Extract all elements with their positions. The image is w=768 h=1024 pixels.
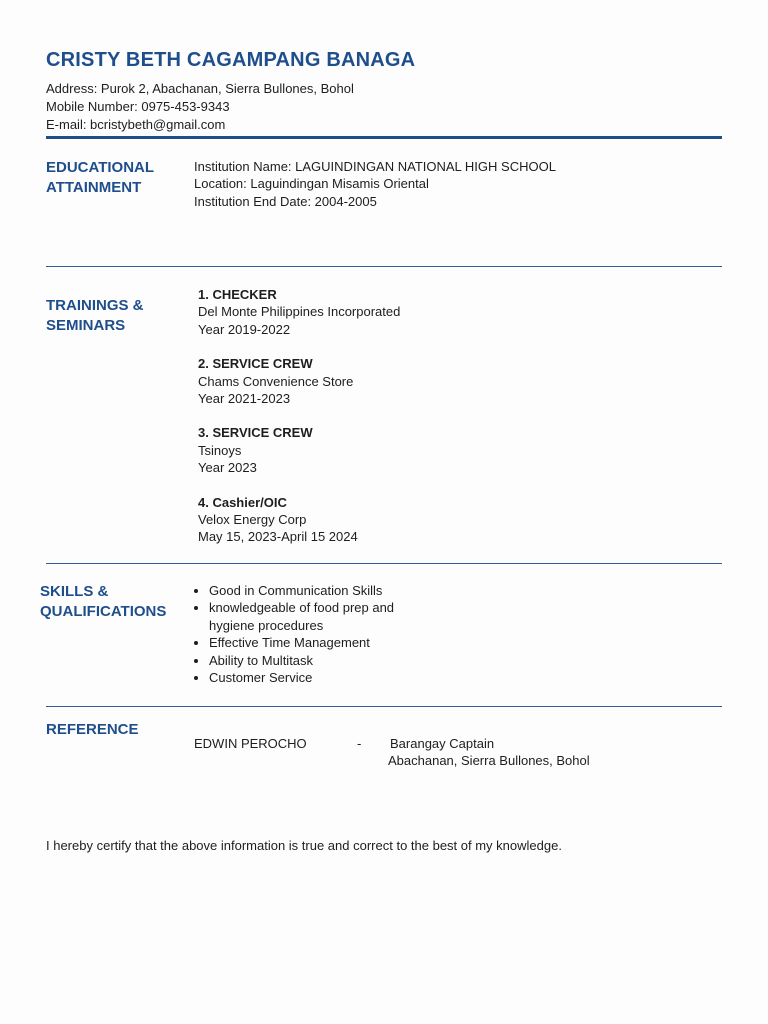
skill-text-continued: hygiene procedures xyxy=(209,617,324,633)
skill-item xyxy=(209,669,394,686)
skill-text: Good in Communication Skills xyxy=(209,583,383,598)
certification-statement: I hereby certify that the above information is true and correct to the best of my knowledge. xyxy=(46,838,562,853)
contact-info xyxy=(46,80,354,134)
skill-item xyxy=(209,634,394,651)
institution-location: Location: Laguindingan Misamis Oriental xyxy=(194,176,429,192)
skill-text: Ability to Multitask xyxy=(209,652,314,668)
reference-name: EDWIN PEROCHO xyxy=(194,736,307,751)
skill-text: Customer Service xyxy=(209,670,313,686)
trainings-title-line2: SEMINARS xyxy=(46,317,126,334)
skills-title-line1: SKILLS & xyxy=(40,583,109,600)
skill-item xyxy=(209,652,394,669)
training-title: 1. CHECKER xyxy=(198,287,277,302)
training-org: Tsinoys xyxy=(198,442,242,458)
training-entry xyxy=(198,355,400,407)
reference-separator: - xyxy=(357,736,362,751)
skill-item xyxy=(209,582,394,599)
training-entry xyxy=(198,494,400,546)
trainings-title-line1: TRAININGS & xyxy=(46,297,144,314)
skill-item xyxy=(209,599,394,634)
training-title: 4. Cashier/OIC xyxy=(198,494,287,510)
mobile-text: Mobile Number: 0975-453-9343 xyxy=(46,99,230,114)
reference-section-title: REFERENCE xyxy=(46,721,139,738)
skills-divider xyxy=(46,706,722,707)
education-details xyxy=(194,158,556,210)
email-text: E-mail: bcristybeth@gmail.com xyxy=(46,117,226,132)
skill-text: Effective Time Management xyxy=(209,635,370,651)
training-org: Chams Convenience Store xyxy=(198,373,354,389)
reference-address: Abachanan, Sierra Bullones, Bohol xyxy=(388,753,590,768)
resume-name: CRISTY BETH CAGAMPANG BANAGA xyxy=(46,49,416,71)
reference-role: Barangay Captain xyxy=(390,736,495,751)
training-title: 2. SERVICE CREW xyxy=(198,356,313,372)
address-text: Address: Purok 2, Abachanan, Sierra Bullones, Bohol xyxy=(46,81,354,96)
trainings-divider xyxy=(46,563,722,564)
education-divider xyxy=(46,266,722,267)
skill-text: knowledgeable of food prep and xyxy=(209,600,395,616)
education-title-line1: EDUCATIONAL xyxy=(46,159,155,176)
training-date: May 15, 2023-April 15 2024 xyxy=(198,529,358,545)
skills-list xyxy=(194,582,394,686)
institution-end-date: Institution End Date: 2004-2005 xyxy=(194,193,377,209)
training-date: Year 2021-2023 xyxy=(198,391,291,407)
trainings-section-title xyxy=(46,296,186,336)
training-org: Del Monte Philippines Incorporated xyxy=(198,304,401,320)
skills-section-title xyxy=(40,582,180,622)
education-section-title xyxy=(46,158,186,198)
trainings-list xyxy=(198,286,400,563)
institution-name: Institution Name: LAGUINDINGAN NATIONAL HIGH SCHOOL xyxy=(194,159,556,174)
training-title: 3. SERVICE CREW xyxy=(198,425,313,441)
training-entry xyxy=(198,424,400,476)
skills-title-line2: QUALIFICATIONS xyxy=(40,603,167,620)
header-divider xyxy=(46,136,722,139)
training-entry xyxy=(198,286,400,338)
training-date: Year 2019-2022 xyxy=(198,321,291,337)
training-org: Velox Energy Corp xyxy=(198,512,307,528)
training-date: Year 2023 xyxy=(198,460,257,476)
education-title-line2: ATTAINMENT xyxy=(46,179,142,196)
